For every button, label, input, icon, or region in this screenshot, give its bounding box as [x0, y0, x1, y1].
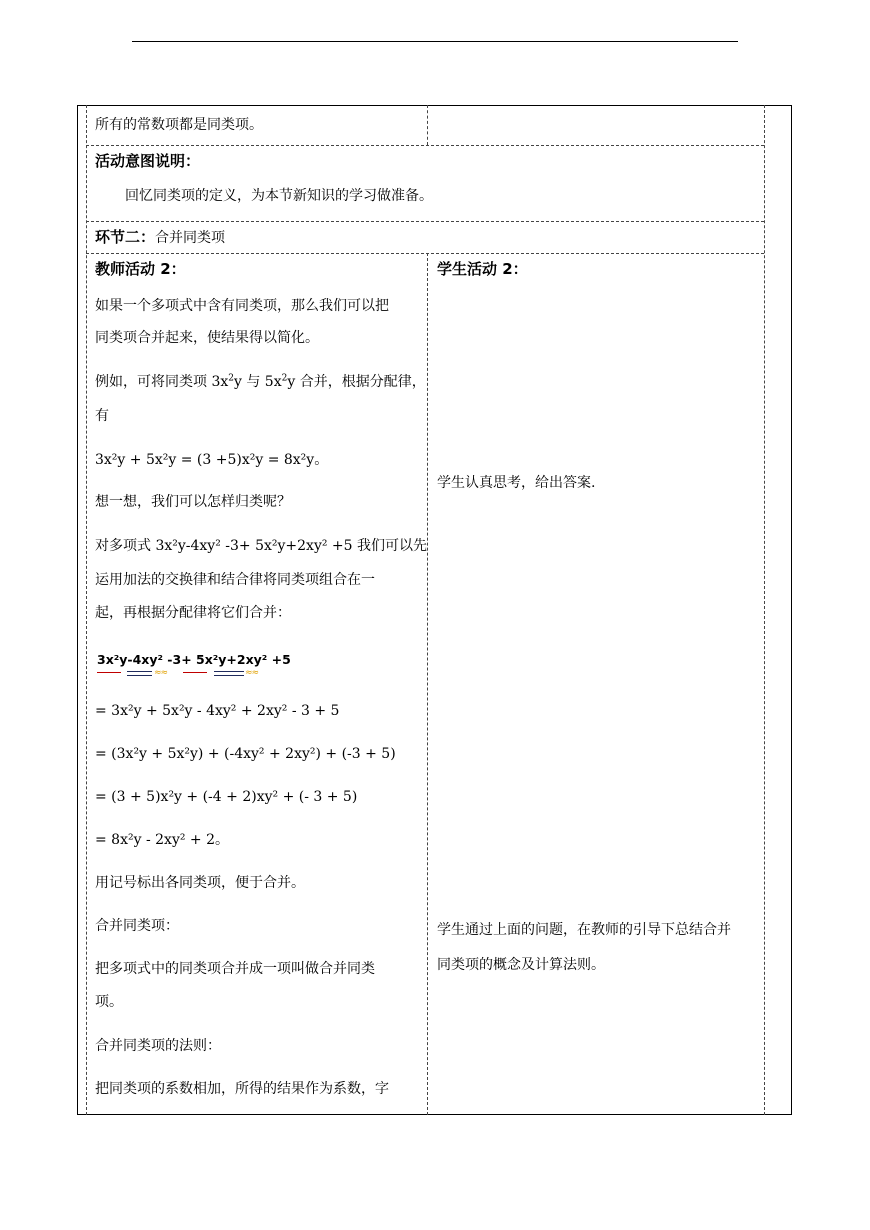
mark-wave-underline: ≈≈	[154, 668, 168, 678]
step-2: = (3x²y + 5x²y) + (-4xy² + 2xy²) + (-3 + 5)	[95, 746, 396, 762]
row-divider	[86, 221, 764, 222]
definition-line2: 项。	[95, 994, 123, 1010]
header-rule	[132, 41, 738, 42]
intent-body: 回忆同类项的定义，为本节新知识的学习做准备。	[125, 188, 433, 204]
mark-red-underline	[183, 672, 207, 673]
marked-expression: 3x²y-4xy² -3+ 5x²y+2xy² +5	[97, 652, 291, 667]
row-divider	[86, 145, 764, 146]
student-heading: 学生活动 2：	[437, 260, 528, 278]
step-1: = 3x²y + 5x²y - 4xy² + 2xy² - 3 + 5	[95, 703, 340, 719]
section-name: 合并同类项	[155, 230, 226, 246]
teacher-p1-line2: 同类项合并起来，使结果得以简化。	[95, 330, 319, 346]
column-divider	[427, 253, 428, 1115]
student-answer-2-line1: 学生通过上面的问题，在教师的引导下总结合并	[437, 922, 731, 938]
teacher-p3-line3: 起，再根据分配律将它们合并：	[95, 605, 291, 621]
marking-note: 用记号标出各同类项，便于合并。	[95, 875, 305, 891]
mark-double-underline	[127, 671, 152, 676]
teacher-p3-line2: 运用加法的交换律和结合律将同类项组合在一	[95, 572, 375, 588]
intent-heading: 活动意图说明：	[95, 152, 201, 170]
rule-line1: 把同类项的系数相加，所得的结果作为系数，字	[95, 1081, 389, 1097]
table-inner-border	[86, 105, 87, 1115]
row-divider	[86, 253, 764, 254]
teacher-p1-line1: 如果一个多项式中含有同类项，那么我们可以把	[95, 298, 389, 314]
teacher-p2-line2: 有	[95, 408, 109, 424]
section-label: 环节二：	[95, 228, 156, 246]
teacher-p2-line1: 例如，可将同类项 $3x^2y$ 与 $5x^2y$ 合并，根据分配律，	[95, 373, 426, 390]
step-4: = 8x²y - 2xy² + 2。	[95, 832, 229, 848]
constant-terms-text: 所有的常数项都是同类项。	[95, 117, 263, 133]
teacher-p3-line1: 对多项式 3x²y-4xy² -3+ 5x²y+2xy² +5 我们可以先	[95, 538, 428, 554]
mark-double-underline	[214, 671, 244, 676]
section-title	[95, 227, 225, 248]
definition-line1: 把多项式中的同类项合并成一项叫做合并同类	[95, 961, 375, 977]
step-3: = (3 + 5)x²y + (-4 + 2)xy² + (- 3 + 5)	[95, 789, 358, 805]
rule-title: 合并同类项的法则：	[95, 1038, 221, 1054]
student-answer-2-line2: 同类项的概念及计算法则。	[437, 957, 605, 973]
student-answer-1: 学生认真思考，给出答案.	[437, 475, 596, 491]
mark-wave-underline: ≈≈	[245, 668, 259, 678]
equation-1: 3x²y + 5x²y = (3 +5)x²y = 8x²y。	[95, 452, 329, 468]
think-question: 想一想，我们可以怎样归类呢？	[95, 494, 291, 510]
table-right-border	[764, 105, 765, 1115]
definition-title: 合并同类项：	[95, 918, 179, 934]
mark-red-underline	[97, 672, 121, 673]
teacher-heading: 教师活动 2：	[95, 260, 186, 278]
column-divider	[427, 105, 428, 145]
